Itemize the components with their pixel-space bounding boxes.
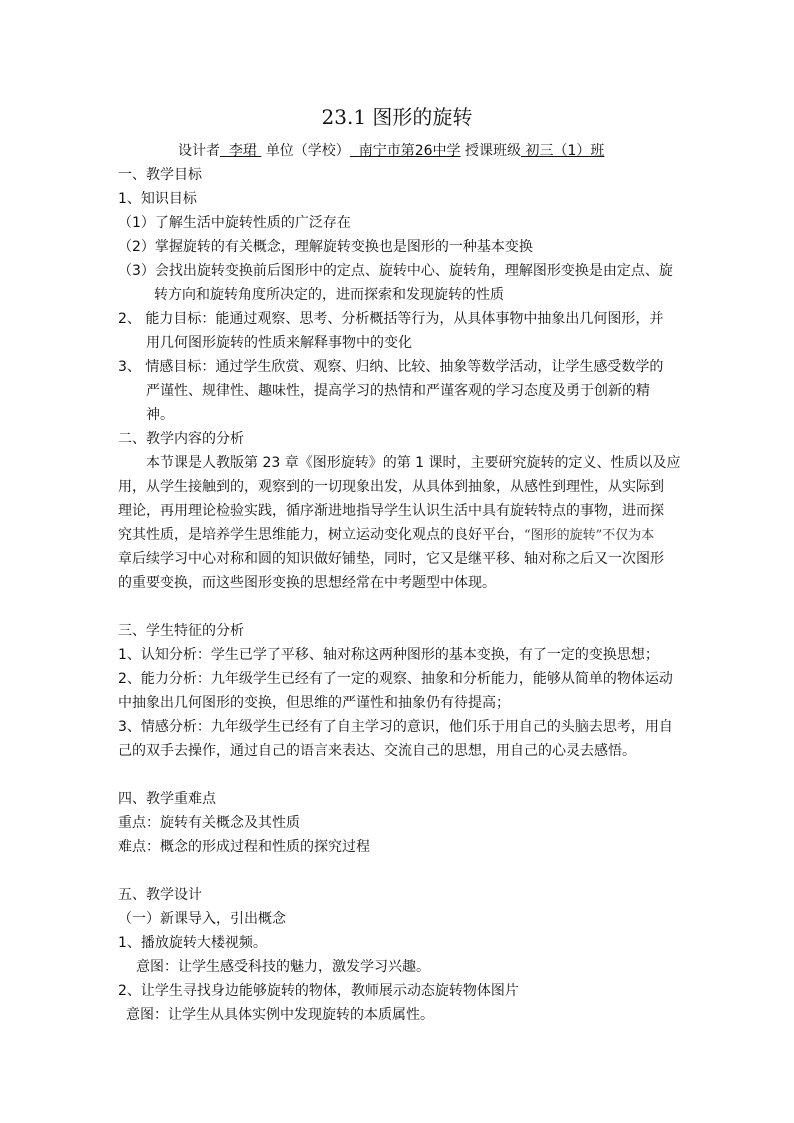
list-item: 2、让学生寻找身边能够旋转的物体，教师展示动态旋转物体图片	[118, 983, 519, 999]
list-item: 1、播放旋转大楼视频。	[118, 935, 267, 951]
list-item-continued: 转方向和旋转角度所决定的，进而探索和发现旋转的性质	[154, 287, 504, 303]
subheading: （一）新课导入，引出概念	[118, 911, 286, 927]
paragraph-line: 的重要变换，而这些图形变换的思想经常在中考题型中体现。	[118, 575, 496, 591]
document-meta	[178, 142, 604, 160]
section-heading: 五、教学设计	[118, 887, 202, 903]
page-title: 23.1 图形的旋转	[321, 105, 473, 129]
list-item: （2）掌握旋转的有关概念，理解旋转变换也是图形的一种基本变换	[118, 239, 533, 255]
paragraph-line: 中抽象出几何图形的变换，但思维的严谨性和抽象仍有待提高；	[118, 695, 510, 711]
class-name: 初三（1）班	[525, 143, 605, 159]
paragraph-line: 究其性质，是培养学生思维能力，树立运动变化观点的良好平台，“图形的旋转”不仅为本	[118, 527, 655, 543]
section-heading: 一、教学目标	[118, 167, 202, 183]
paragraph-line: 己的双手去操作，通过自己的语言来表达、交流自己的思想，用自己的心灵去感悟。	[118, 743, 636, 759]
paragraph-line: 难点：概念的形成过程和性质的探究过程	[118, 839, 370, 855]
list-item: （3）会找出旋转变换前后图形中的定点、旋转中心、旋转角，理解图形变换是由定点、旋	[118, 263, 673, 279]
paragraph-line: 本节课是人教版第 23 章《图形旋转》的第 1 课时，主要研究旋转的定义、性质以及应	[146, 455, 681, 471]
subheading: 1、知识目标	[118, 191, 197, 207]
paragraph-line: 用，从学生接触到的，观察到的一切现象出发，从具体到抽象，从感性到理性，从实际到	[118, 479, 664, 495]
section-heading: 四、教学重难点	[118, 791, 216, 807]
paragraph-line: 1、认知分析：学生已学了平移、轴对称这两种图形的基本变换，有了一定的变换思想；	[118, 647, 659, 663]
section-heading: 二、教学内容的分析	[118, 431, 244, 447]
designer-name: 李珺	[228, 143, 257, 159]
unit-label: 单位（学校）	[265, 143, 350, 159]
quoted-topic: “图形的旋转”不仅为本	[524, 528, 655, 543]
list-item-continued: 神。	[146, 407, 174, 423]
paragraph-line: 2、能力分析：九年级学生已经有了一定的观察、抽象和分析能力，能够从简单的物体运动	[118, 671, 673, 687]
list-item: （1）了解生活中旋转性质的广泛存在	[118, 215, 351, 231]
list-item: 3、 情感目标：通过学生欣赏、观察、归纳、比较、抽象等数学活动，让学生感受数学的	[118, 359, 664, 375]
designer-label: 设计者	[178, 143, 220, 159]
paragraph-line: 章后续学习中心对称和圆的知识做好铺垫，同时，它又是继平移、轴对称之后又一次图形	[118, 551, 664, 567]
list-item-continued: 用几何图形旋转的性质来解释事物中的变化	[146, 335, 412, 351]
paragraph-line: 重点：旋转有关概念及其性质	[118, 815, 300, 831]
section-heading: 三、学生特征的分析	[118, 623, 244, 639]
paragraph-line: 理论，再用理论检验实践，循序渐进地指导学生认识生活中具有旋转特点的事物，进而探	[118, 503, 664, 519]
paragraph-line: 3、情感分析：九年级学生已经有了自主学习的意识，他们乐于用自己的头脑去思考，用自	[118, 719, 673, 735]
list-item: 2、 能力目标：能通过观察、思考、分析概括等行为，从具体事物中抽象出几何图形，并	[118, 311, 664, 327]
intent-note: 意图：让学生感受科技的魅力，激发学习兴趣。	[136, 959, 430, 975]
class-label: 授课班级	[465, 143, 521, 159]
intent-note: 意图：让学生从具体实例中发现旋转的本质属性。	[126, 1007, 434, 1023]
unit-name: 南宁市第26中学	[358, 143, 461, 159]
list-item-continued: 严谨性、规律性、趣味性，提高学习的热情和严谨客观的学习态度及勇于创新的精	[146, 383, 650, 399]
